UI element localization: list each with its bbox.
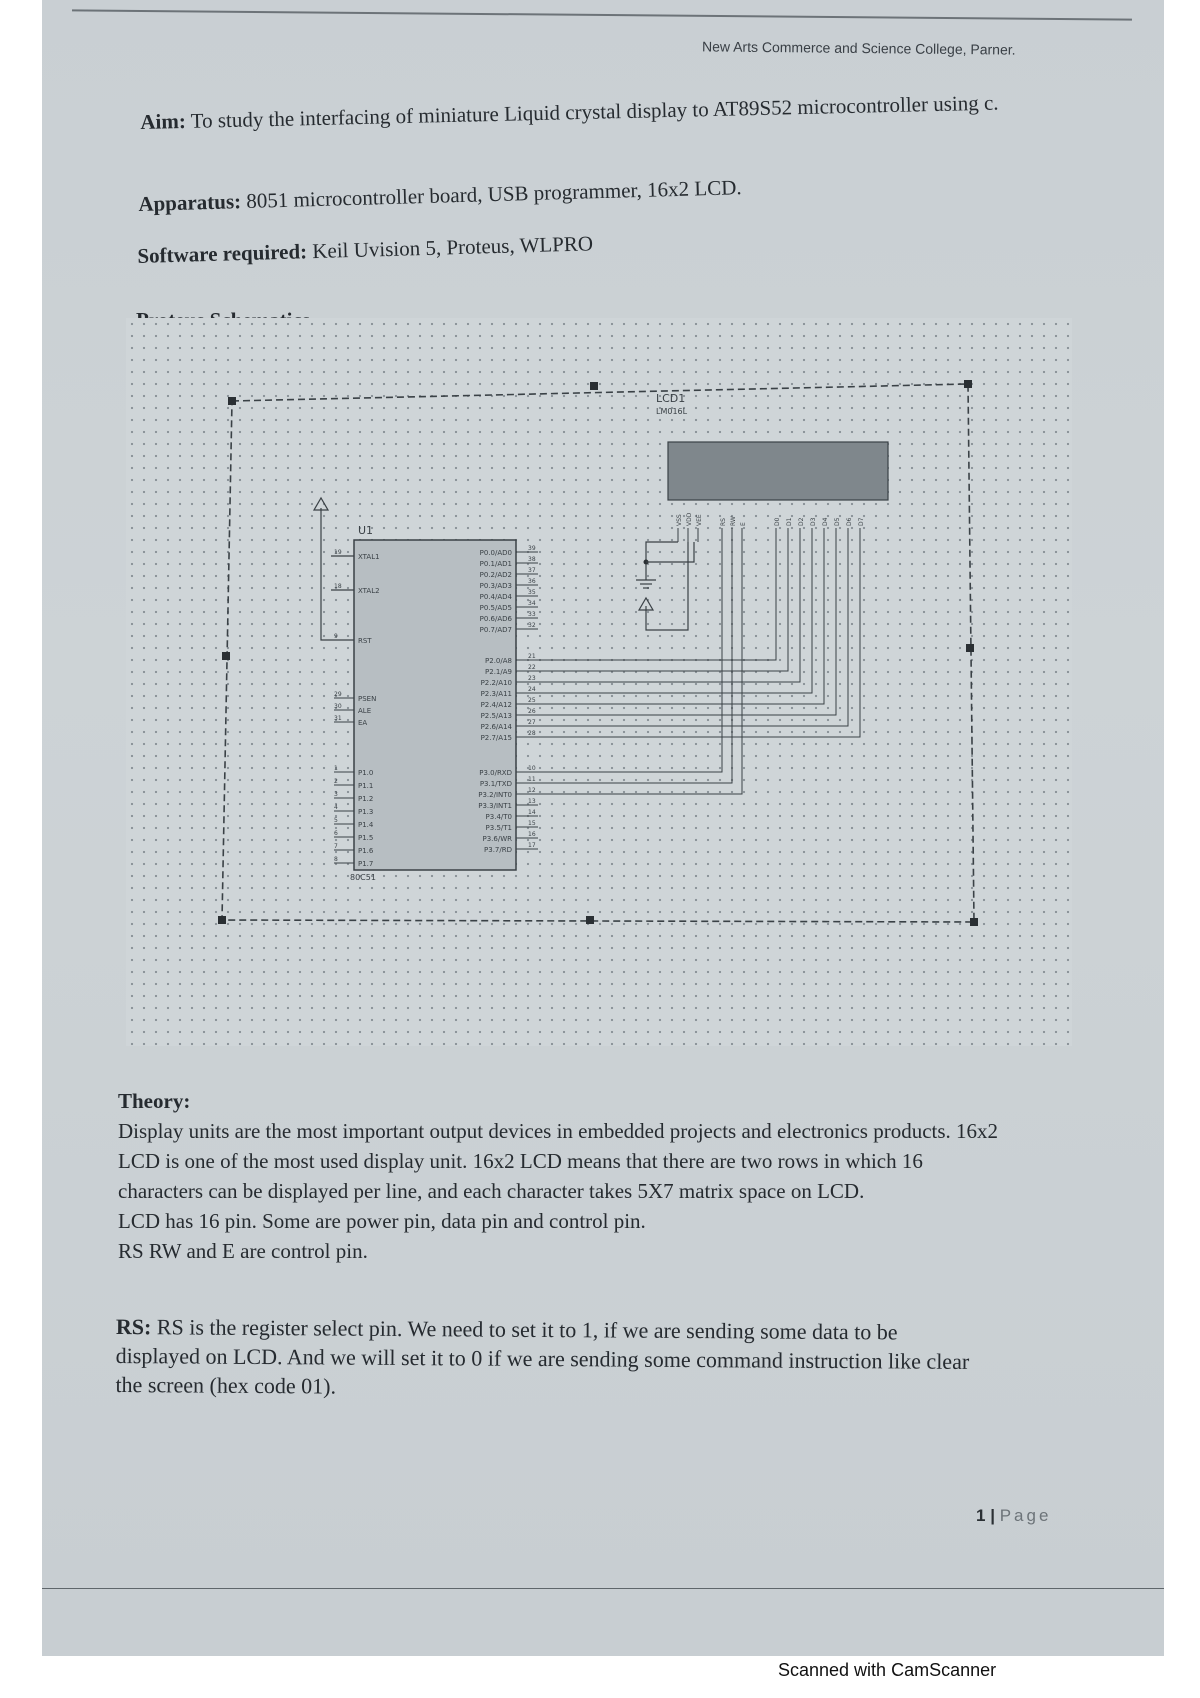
mcu-pin-label: P3.5/T1 [485, 824, 512, 832]
mcu-pin-label: P2.7/A15 [480, 734, 512, 742]
mcu-pin-number: 36 [528, 578, 536, 585]
mcu-pin-label: P3.3/INT1 [478, 802, 512, 810]
mcu-pin-label: P1.0 [358, 769, 374, 777]
lcd-pin-label: D1 [786, 517, 793, 526]
rs-line: the screen (hex code 01). [115, 1371, 337, 1399]
mcu-pin-label: RST [358, 637, 372, 645]
lcd-vdd-wire [646, 542, 688, 630]
mcu-pin-number: 14 [528, 809, 536, 816]
border-handle [966, 644, 974, 652]
mcu-pin-number: 21 [528, 653, 536, 660]
mcu-pin-number: 26 [528, 708, 536, 715]
mcu-pin-label: P2.2/A10 [480, 679, 512, 687]
mcu-pin-label: P0.0/AD0 [479, 549, 512, 557]
rst-wire [321, 508, 354, 640]
mcu-pin-number: 1 [334, 765, 338, 772]
mcu-ref: U1 [358, 524, 374, 537]
lcd-pin-label: D2 [798, 517, 805, 526]
mcu-pin-label: P2.5/A13 [480, 712, 512, 720]
mcu-pin-label: P0.4/AD4 [479, 593, 512, 601]
software-text: Keil Uvision 5, Proteus, WLPRO [311, 231, 594, 264]
mcu-pin-label: P2.0/A8 [485, 657, 512, 665]
mcu-pin-label: P2.3/A11 [480, 690, 512, 698]
rs-paragraph [115, 1312, 1116, 1406]
theory-line: LCD is one of the most used display unit. 16x2 LCD means that there are two rows in which 16 [118, 1149, 923, 1173]
lcd-ref: LCD1 [656, 392, 686, 405]
mcu-pin-label: P1.5 [358, 834, 374, 842]
theory-section [118, 1086, 1118, 1266]
mcu-pin-label: P0.5/AD5 [479, 604, 512, 612]
lcd-part: LM016L [656, 407, 688, 416]
mcu-pin-label: P3.4/T0 [485, 813, 512, 821]
lcd-pin-label: VSS [676, 514, 683, 526]
page-number-value: 1 [976, 1506, 986, 1525]
data-wires [538, 542, 860, 794]
mcu-pin-label: XTAL1 [358, 553, 380, 561]
mcu-pin-number: 5 [334, 817, 338, 824]
mcu-pin-label: ALE [358, 707, 372, 715]
rs-line: displayed on LCD. And we will set it to 0 if we are sending some command instruction like clear [115, 1342, 970, 1374]
rs-text: RS is the register select pin. We need to set it to 1, if we are sending some data to be [156, 1314, 898, 1345]
lcd-pins [676, 512, 865, 542]
mcu-pin-number: 3 [334, 791, 338, 798]
lcd-pin-label: RW [730, 516, 737, 526]
mcu-pin-number: 22 [528, 664, 536, 671]
mcu-pin-number: 25 [528, 697, 536, 704]
mcu-pin-label: P1.1 [358, 782, 374, 790]
mcu-pin-label: P0.3/AD3 [479, 582, 512, 590]
lcd-pin-label: D3 [810, 517, 817, 526]
mcu-pin-label: P1.3 [358, 808, 374, 816]
mcu-pin-number: 29 [334, 691, 342, 698]
aim-text: To study the interfacing of miniature Liquid crystal display to AT89S52 microcontroller using c. [190, 90, 999, 133]
lcd-pin-label: D7 [858, 517, 865, 526]
mcu-pin-number: 37 [528, 567, 536, 574]
mcu-pin-label: P0.1/AD1 [479, 560, 512, 568]
page-number [976, 1506, 1051, 1526]
mcu-pin-number: 23 [528, 675, 536, 682]
border-handle [222, 652, 230, 660]
mcu-pin-number: 38 [528, 556, 536, 563]
data-wire [538, 542, 800, 682]
mcu-pin-label: P2.6/A14 [480, 723, 512, 731]
mcu-pin-label: P3.0/RXD [479, 769, 512, 777]
theory-line: characters can be displayed per line, and each character takes 5X7 matrix space on LCD. [118, 1179, 865, 1203]
mcu-pin-label: P1.4 [358, 821, 374, 829]
mcu-pin-label: EA [358, 719, 368, 727]
college-header: New Arts Commerce and Science College, Parner. [701, 38, 1016, 58]
mcu-pin-label: P3.2/INT0 [478, 791, 512, 799]
lcd-pin-label: D4 [822, 517, 829, 526]
mcu-pin-label: P3.6/WR [482, 835, 512, 843]
data-wire [538, 542, 836, 715]
proteus-schematic [126, 318, 1072, 1046]
rs-label: RS: [115, 1314, 152, 1340]
aim-paragraph [140, 88, 1040, 137]
mcu-pin-label: P2.1/A9 [485, 668, 512, 676]
lcd-pin-label: E [740, 522, 747, 526]
mcu-pin-number: 30 [334, 703, 342, 710]
mcu-pin-number: 18 [334, 583, 342, 590]
mcu-pin-number: 11 [528, 776, 536, 783]
scanned-page [42, 0, 1164, 1656]
lcd-pin-label: D5 [834, 517, 841, 526]
page-separator: | [990, 1506, 995, 1525]
mcu-pin-label: P1.6 [358, 847, 374, 855]
mcu-pin-number: 16 [528, 831, 536, 838]
software-label: Software required: [137, 239, 308, 268]
mcu-pin-number: 34 [528, 600, 536, 607]
mcu-pin-label: P3.1/TXD [479, 780, 512, 788]
mcu-pin-label: P1.7 [358, 860, 374, 868]
mcu-pin-label: XTAL2 [358, 587, 380, 595]
border-handle [228, 397, 236, 405]
mcu-pin-number: 10 [528, 765, 536, 772]
apparatus-paragraph [138, 165, 1038, 219]
mcu-pin-number: 35 [528, 589, 536, 596]
mcu-pin-number: 24 [528, 686, 536, 693]
data-wire [538, 542, 848, 726]
mcu-pin-label: P0.2/AD2 [479, 571, 512, 579]
border-handle [218, 916, 226, 924]
aim-label: Aim: [140, 108, 187, 134]
bottom-rule [42, 1588, 1164, 1589]
top-rule [72, 9, 1132, 20]
mcu-pin-number: 2 [334, 778, 338, 785]
border-handle [590, 382, 598, 390]
lcd-pin-label: VEE [696, 514, 703, 526]
mcu-pin-number: 9 [334, 633, 338, 640]
mcu-pin-label: P1.2 [358, 795, 374, 803]
lcd-pin-label: VDD [686, 512, 693, 526]
mcu-part: 80C51 [350, 873, 376, 882]
lcd-pin-label: D6 [846, 517, 853, 526]
apparatus-label: Apparatus: [138, 189, 242, 216]
mcu-pin-number: 15 [528, 820, 536, 827]
mcu-pin-number: 13 [528, 798, 536, 805]
mcu-pin-number: 6 [334, 830, 338, 837]
lcd-vee-wire [646, 542, 694, 562]
lcd-screen [668, 442, 888, 500]
border-handle [586, 916, 594, 924]
mcu-pin-number: 32 [528, 622, 536, 629]
apparatus-text: 8051 microcontroller board, USB programmer, 16x2 LCD. [245, 175, 742, 213]
control-wire [538, 542, 732, 783]
theory-line: RS RW and E are control pin. [118, 1239, 368, 1263]
theory-heading: Theory: [118, 1089, 191, 1113]
data-wire [538, 542, 776, 660]
mcu-pin-label: P0.6/AD6 [479, 615, 512, 623]
mcu-pin-label: P3.7/RD [484, 846, 512, 854]
page-label: Page [999, 1506, 1052, 1525]
lcd-pin-label: RS [720, 518, 727, 526]
scanner-watermark: Scanned with CamScanner [778, 1660, 997, 1680]
lcd-gnd-wire [646, 542, 678, 580]
mcu-pin-number: 27 [528, 719, 536, 726]
theory-line: Display units are the most important output devices in embedded projects and electronics products. 16x2 [118, 1119, 999, 1143]
mcu-pin-number: 39 [528, 545, 536, 552]
lcd-pin-label: D0 [774, 517, 781, 526]
data-wire [538, 542, 788, 671]
border-handle [964, 380, 972, 388]
mcu-pin-label: P0.7/AD7 [479, 626, 512, 634]
mcu-pin-number: 17 [528, 842, 536, 849]
border-handle [970, 918, 978, 926]
mcu-pin-number: 4 [334, 804, 338, 811]
mcu-pin-number: 8 [334, 856, 338, 863]
mcu-pin-number: 19 [334, 549, 342, 556]
schematic-drawing [126, 318, 1072, 1046]
data-wire [538, 542, 824, 704]
mcu-pin-label: PSEN [358, 695, 377, 703]
data-wire [538, 542, 812, 693]
mcu-pin-number: 31 [334, 715, 342, 722]
mcu-pin-number: 12 [528, 787, 536, 794]
mcu-pin-number: 28 [528, 730, 536, 737]
theory-line: LCD has 16 pin. Some are power pin, data pin and control pin. [118, 1209, 646, 1233]
mcu-pin-label: P2.4/A12 [480, 701, 512, 709]
software-paragraph [137, 217, 1037, 271]
mcu-pin-number: 7 [334, 843, 338, 850]
mcu-pin-number: 33 [528, 611, 536, 618]
